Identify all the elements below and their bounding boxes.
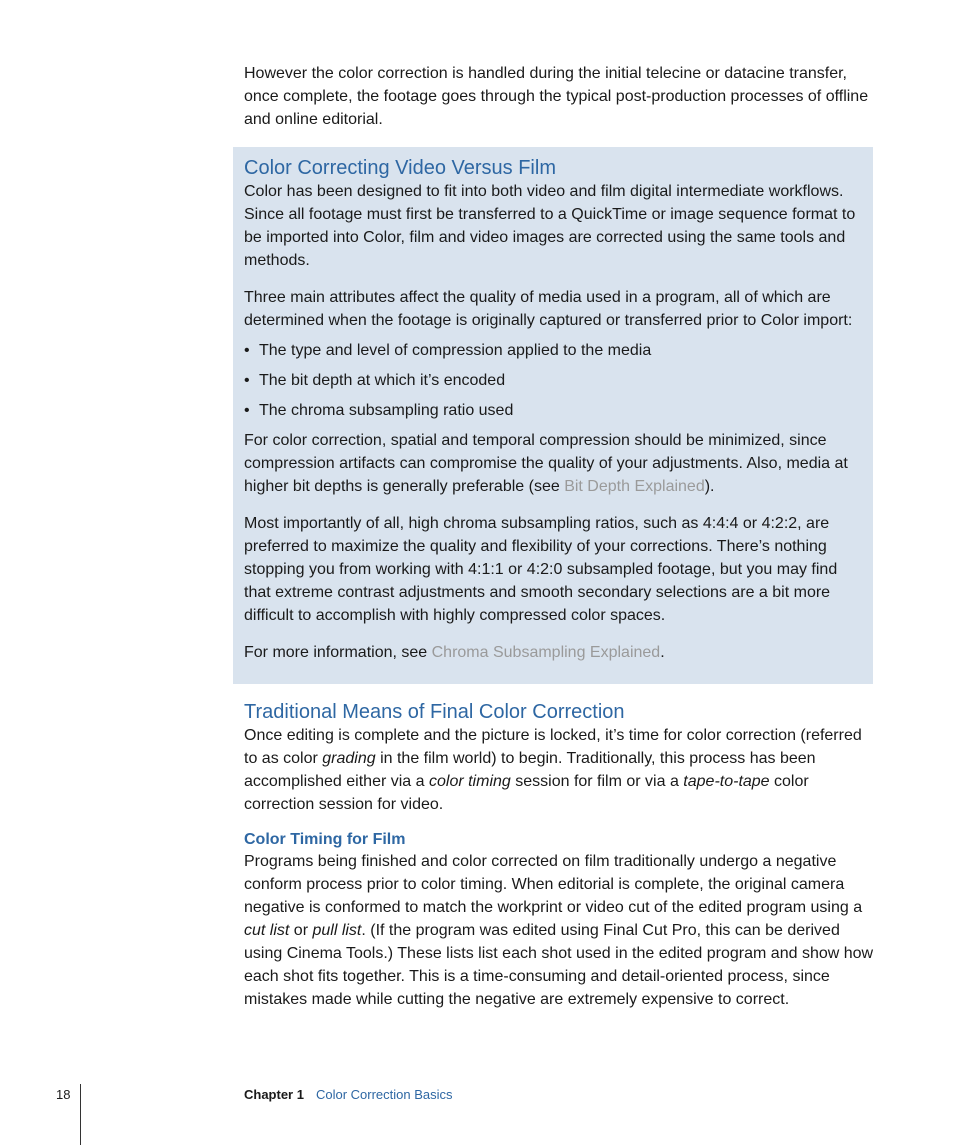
chapter-label: Chapter 1	[244, 1087, 304, 1102]
intro-section	[244, 62, 876, 131]
subsection-heading: Color Timing for Film	[244, 831, 406, 848]
sidebar-box	[233, 147, 873, 684]
box-heading: Color Correcting Video Versus Film	[244, 157, 556, 179]
bullet-icon: •	[244, 342, 250, 359]
footer-divider	[80, 1084, 81, 1145]
list-item: • The type and level of compression applied to the media	[244, 339, 868, 362]
page-number: 18	[56, 1087, 71, 1102]
running-footer	[244, 1087, 453, 1103]
chapter-title: Color Correction Basics	[315, 1087, 453, 1102]
section-paragraph-2: Programs being finished and color corrected on film traditionally undergo a negative conform process prior to color timing. When editorial is complete, the original camera negative is conformed to match the workprint or video cut of the edited program using a cut list or pull list. (If the program was edited using Final Cut Pro, this can be derived using Cinema Tools.) These lists list each shot used in the edited program and show how each shot fits together. This is a time-consuming and detail-oriented process, since mistakes made while cutting the negative are extremely expensive to correct.	[244, 853, 874, 1008]
section-paragraph-1: Once editing is complete and the picture is locked, it’s time for color correction (referred to as color grading in the film world) to begin. Traditionally, this process has been accomplished either via a color timing session for film or via a tape-to-tape color correction session for video.	[244, 727, 862, 813]
bullet-icon: •	[244, 372, 250, 389]
traditional-means-section	[244, 700, 876, 1011]
box-paragraph-5: For more information, see Chroma Subsampling Explained.	[244, 644, 665, 661]
list-item: • The bit depth at which it’s encoded	[244, 369, 868, 392]
chroma-subsampling-link[interactable]: Chroma Subsampling Explained	[431, 644, 661, 661]
bullet-icon: •	[244, 402, 250, 419]
bit-depth-link[interactable]: Bit Depth Explained	[564, 478, 705, 495]
section-heading: Traditional Means of Final Color Correction	[244, 701, 625, 723]
box-paragraph-3: For color correction, spatial and temporal compression should be minimized, since compression artifacts can compromise the quality of your adjustments. Also, media at higher bit depths is generally preferable (see Bit Depth Explained).	[244, 432, 848, 495]
attribute-list	[244, 339, 868, 422]
box-paragraph-2: Three main attributes affect the quality of media used in a program, all of which are determined when the footage is originally captured or transferred prior to Color import:	[244, 289, 853, 329]
intro-paragraph: However the color correction is handled during the initial telecine or datacine transfer, once complete, the footage goes through the typical post-production processes of offline and online editorial.	[244, 65, 869, 128]
list-item: • The chroma subsampling ratio used	[244, 399, 868, 422]
box-paragraph-4: Most importantly of all, high chroma subsampling ratios, such as 4:4:4 or 4:2:2, are preferred to maximize the quality and flexibility of your corrections. There’s nothing stopping you from working with 4:1:1 or 4:2:0 subsampled footage, but you may find that extreme contrast adjustments and smooth secondary selections are a bit more difficult to accomplish with highly compressed color spaces.	[244, 515, 838, 624]
box-paragraph-1: Color has been designed to fit into both video and film digital intermediate workflows. Since all footage must first be transferred to a QuickTime or image sequence format to be imported into Color, film and video images are corrected using the same tools and methods.	[244, 183, 856, 269]
